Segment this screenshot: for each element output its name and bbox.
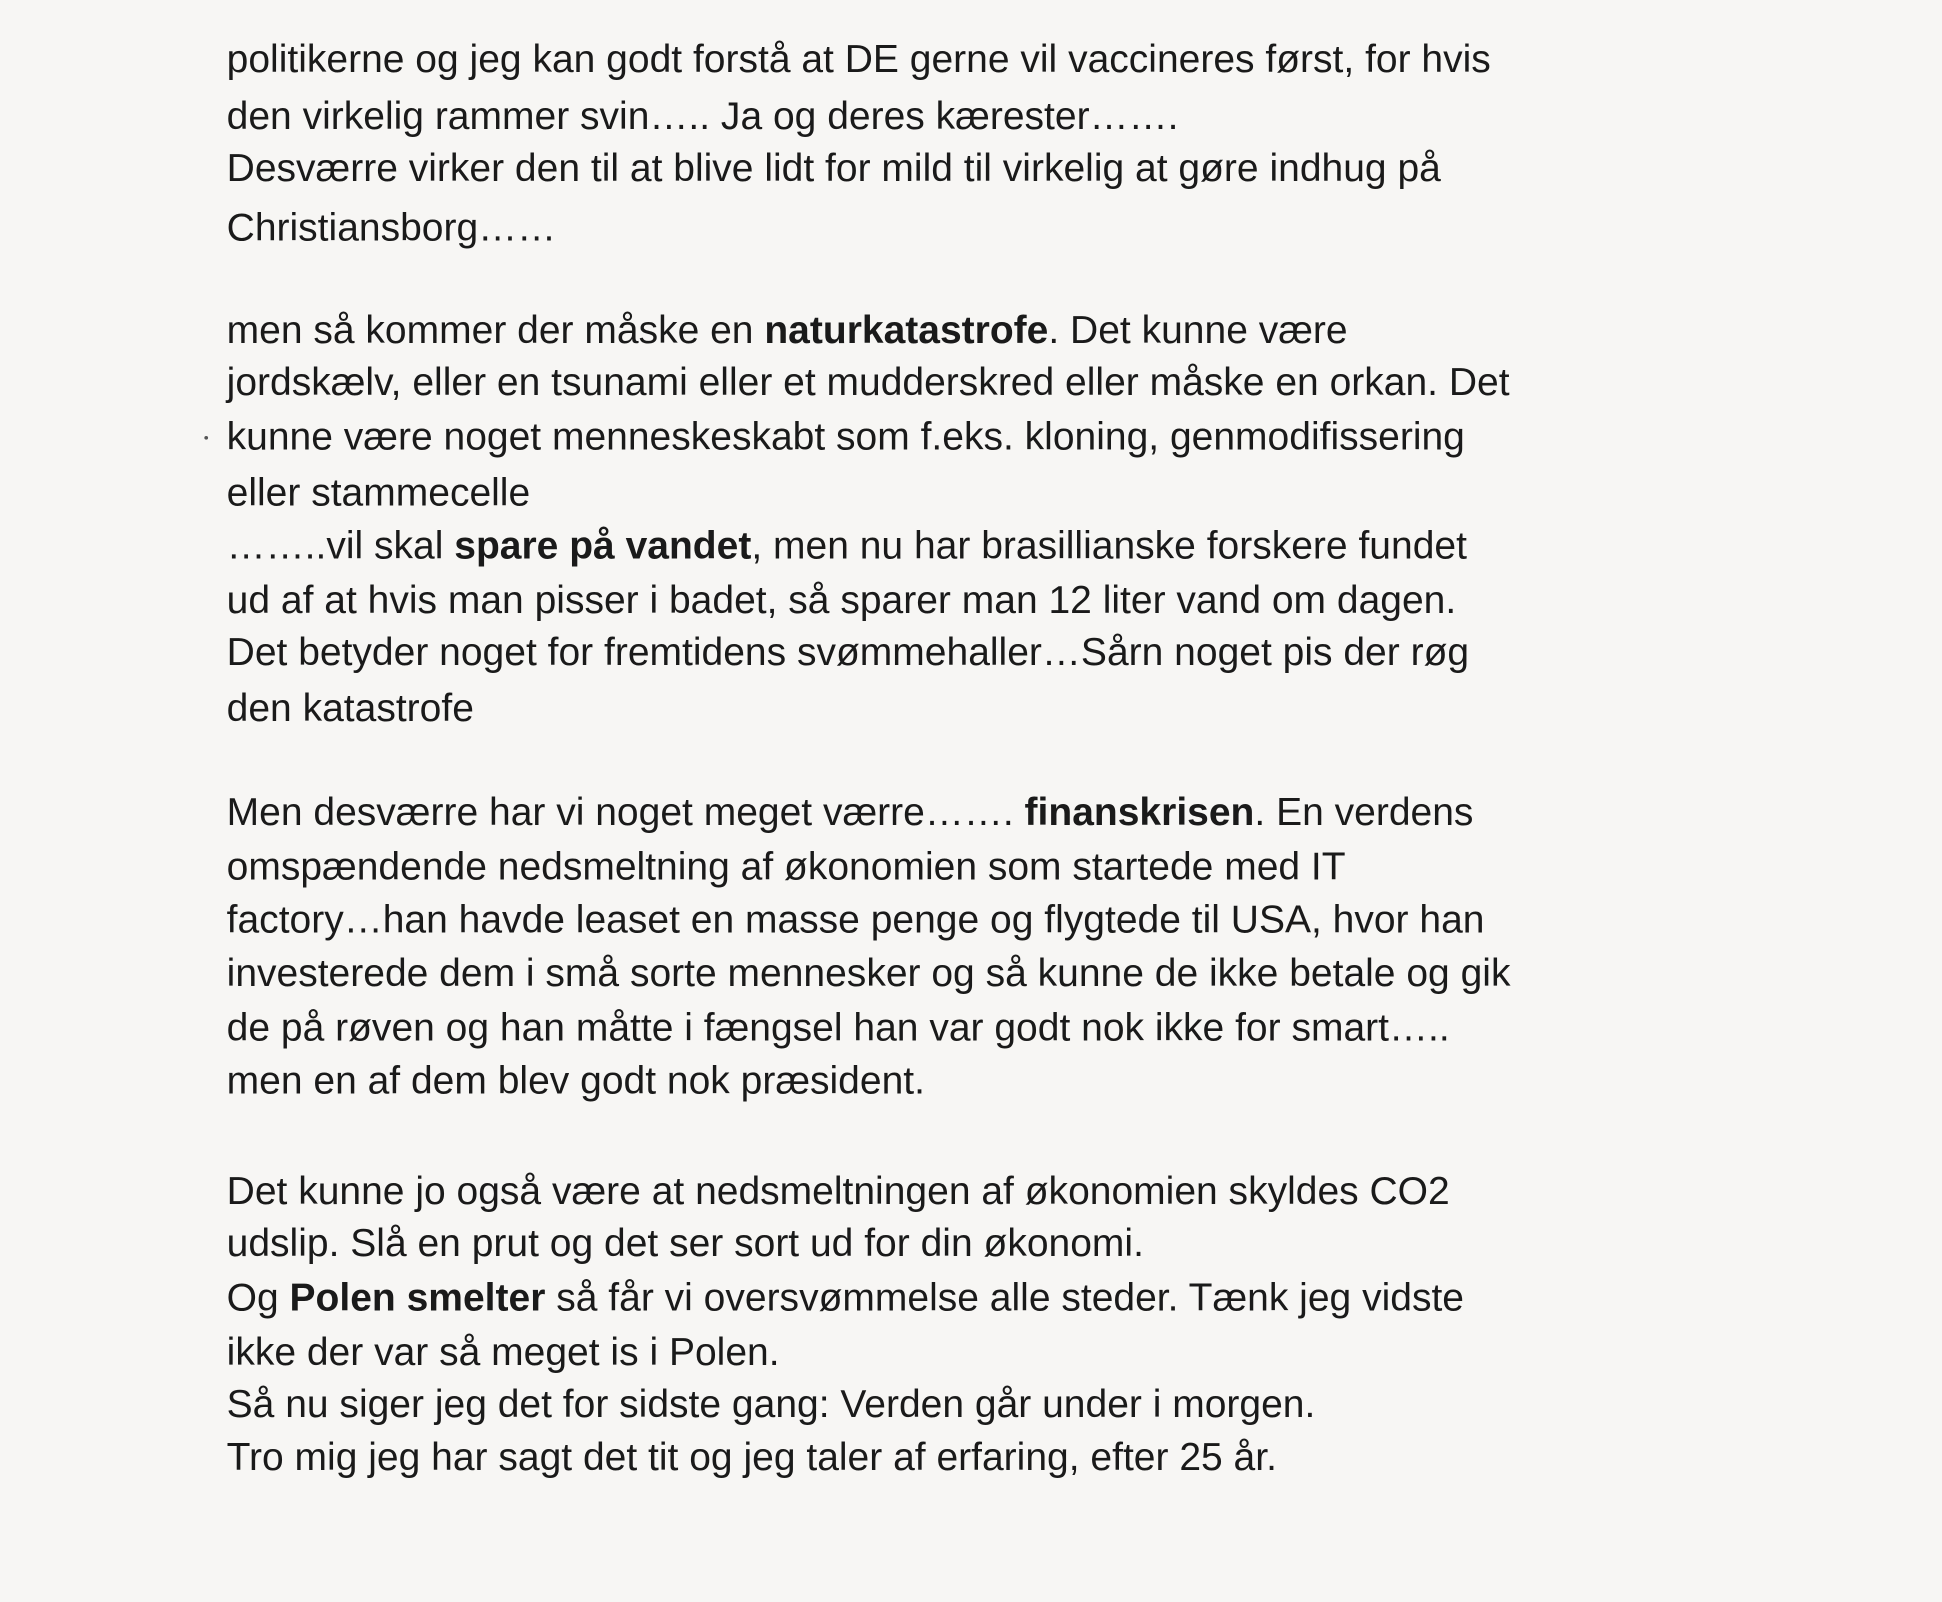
bold-keyword: Polen smelter <box>289 1274 546 1320</box>
text-segment: de på røven og han måtte i fængsel han var godt nok ikke for smart….. <box>226 1004 1450 1050</box>
text-segment: Så nu siger jeg det for sidste gang: Verden går under i morgen. <box>226 1380 1316 1426</box>
text-segment: investerede dem i små sorte mennesker og så kunne de ikke betale og gik <box>226 949 1511 995</box>
text-line <box>227 307 1348 352</box>
text-segment: Desværre virker den til at blive lidt for mild til virkelig at gøre indhug på <box>226 144 1441 190</box>
text-segment: eller stammecelle <box>226 469 531 514</box>
text-line <box>227 1434 1277 1479</box>
text-segment: så får vi oversvømmelse alle steder. Tænk jeg vidste <box>545 1274 1465 1320</box>
text-line <box>227 469 531 514</box>
scan-speck <box>204 436 208 440</box>
text-segment: udslip. Slå en prut og det ser sort ud for din økonomi. <box>226 1219 1144 1265</box>
bold-keyword: spare på vandet <box>454 522 752 568</box>
text-segment: . En verdens <box>1254 788 1474 834</box>
text-line <box>227 843 1346 888</box>
text-line <box>227 359 1510 404</box>
text-line <box>227 1220 1144 1265</box>
text-segment: ikke der var så meget is i Polen. <box>226 1328 780 1374</box>
text-line <box>227 577 1457 622</box>
text-line <box>227 36 1491 81</box>
text-line <box>227 950 1511 995</box>
text-segment: Og <box>226 1274 290 1320</box>
text-line <box>227 1274 1464 1319</box>
text-line <box>227 897 1485 942</box>
text-line <box>227 93 1179 138</box>
bold-keyword: finanskrisen <box>1024 788 1255 834</box>
text-line <box>227 1058 925 1103</box>
text-segment: Men desværre har vi noget meget værre……. <box>226 788 1025 834</box>
text-segment: ud af at hvis man pisser i badet, så sparer man 12 liter vand om dagen. <box>226 577 1457 622</box>
text-segment: politikerne og jeg kan godt forstå at DE gerne vil vaccineres først, for hvis <box>226 35 1491 81</box>
text-segment: omspændende nedsmeltning af økonomien som startede med IT <box>226 843 1346 889</box>
text-segment: factory…han havde leaset en masse penge og flygtede til USA, hvor han <box>226 896 1485 942</box>
text-line <box>227 523 1467 568</box>
text-line <box>227 1168 1450 1213</box>
text-segment: den katastrofe <box>226 684 474 730</box>
text-segment: den virkelig rammer svin….. Ja og deres kærester……. <box>226 92 1179 138</box>
text-line <box>227 685 474 730</box>
text-line <box>227 204 557 249</box>
text-segment: Tro mig jeg har sagt det tit og jeg taler af erfaring, efter 25 år. <box>226 1434 1277 1479</box>
text-segment: . Det kunne være <box>1048 307 1348 352</box>
text-segment: Christiansborg…… <box>226 204 557 249</box>
text-line <box>227 1004 1450 1049</box>
text-segment: ……..vil skal <box>226 522 455 568</box>
text-line <box>227 629 1469 674</box>
text-segment: men så kommer der måske en <box>226 307 765 352</box>
text-line <box>227 1329 780 1374</box>
text-segment: kunne være noget menneskeskabt som f.eks. kloning, genmodifissering <box>226 413 1465 459</box>
text-segment: , men nu har brasillianske forskere fundet <box>751 522 1467 568</box>
text-segment: Det kunne jo også være at nedsmeltningen af økonomien skyldes CO2 <box>226 1167 1450 1213</box>
text-segment: jordskælv, eller en tsunami eller et mudderskred eller måske en orkan. Det <box>226 359 1510 404</box>
text-line <box>227 414 1465 459</box>
text-segment: men en af dem blev godt nok præsident. <box>226 1057 925 1103</box>
bold-keyword: naturkatastrofe <box>764 307 1049 352</box>
text-segment: Det betyder noget for fremtidens svømmehaller…Sårn noget pis der røg <box>226 629 1470 674</box>
text-line <box>227 789 1474 834</box>
text-line <box>227 145 1441 190</box>
text-line <box>227 1381 1316 1426</box>
